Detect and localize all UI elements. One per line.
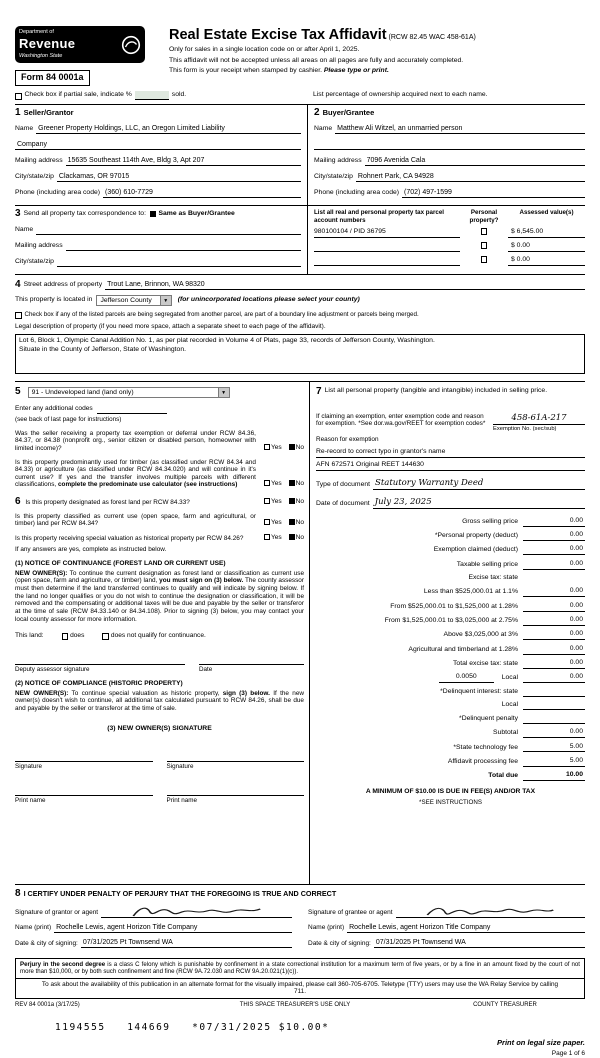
subtotal-value[interactable]: 0.00 xyxy=(523,728,585,738)
type-of-document-field[interactable]: Statutory Warranty Deed xyxy=(373,478,585,490)
date-of-document-field[interactable]: July 23, 2025 xyxy=(373,497,585,509)
predominate-use-no-label: No xyxy=(295,480,304,488)
section-2-number: 2 xyxy=(314,106,320,118)
legal-description-field[interactable] xyxy=(15,334,585,374)
local-tax-label: Local xyxy=(501,674,518,682)
county-note: (for unincorporated locations please select your county) xyxy=(177,296,360,304)
notice-compliance-b: sign (3) below. xyxy=(222,689,270,697)
land-use-column xyxy=(15,382,309,884)
grantor-certification-column xyxy=(15,899,292,948)
exemption-code-field[interactable]: 458-61A-217 xyxy=(493,413,585,425)
deferral-no-label: No xyxy=(295,444,304,451)
personal-property-checkbox-1[interactable] xyxy=(481,228,488,235)
new-owner-signature-title: (3) NEW OWNER(S) SIGNATURE xyxy=(107,724,212,732)
county-treasurer-label: COUNTY TREASURER xyxy=(473,1001,537,1008)
parcel-number-field-2[interactable] xyxy=(314,242,460,252)
current-use-no-label: No xyxy=(295,519,304,527)
historic-property-question: Is this property receiving special valuation as historical property per RCW 84.26? xyxy=(15,534,244,542)
personal-property-list-label: List all personal property (tangible and intangible) included in selling price. xyxy=(324,386,548,394)
seller-title: Seller/Grantor xyxy=(23,107,74,117)
personal-property-deduct-value[interactable]: 0.00 xyxy=(523,531,585,541)
parcel-number-field-1[interactable]: 980100104 / PID 36795 xyxy=(314,228,460,238)
personal-property-deduct-label: *Personal property (deduct) xyxy=(434,532,518,540)
tier1-label: Less than $525,000.01 at 1.1% xyxy=(423,588,518,596)
accessibility-notice: To ask about the availability of this publication in an alternate format for the visually impaired, please call 360-705-6705. Teletype (TTY) users may use the WA Relay Service by calling 711. xyxy=(16,978,584,998)
this-land-label: This land: xyxy=(15,632,44,640)
same-as-buyer-label: Same as Buyer/Grantee xyxy=(158,209,235,217)
delinquent-penalty-label: *Delinquent penalty xyxy=(459,714,518,722)
exemption-claim-note: If claiming an exemption, enter exemption code and reason for exemption. *See dor.wa.gov/REET for exemption codes* xyxy=(316,412,486,428)
parcel-number-header: List all real and personal property tax parcel account numbers xyxy=(314,209,444,224)
street-address-label: Street address of property xyxy=(23,281,103,289)
certification-title: I CERTIFY UNDER PENALTY OF PERJURY THAT THE FOREGOING IS TRUE AND CORRECT xyxy=(23,889,337,899)
gross-selling-price-value[interactable]: 0.00 xyxy=(523,517,585,527)
predominate-use-question xyxy=(15,459,256,489)
forest-yes-checkbox[interactable] xyxy=(264,498,270,504)
buyer-phone-label: Phone (including area code) xyxy=(314,189,400,197)
buyer-city-state-zip-field[interactable]: Rohnert Park, CA 94928 xyxy=(356,172,585,182)
parcel-row-3 xyxy=(314,256,585,266)
buyer-name-field[interactable]: Matthew Ali Witzel, an unmarried person xyxy=(335,124,585,134)
buyer-name-extra-line[interactable] xyxy=(314,140,585,150)
additional-codes-label: Enter any additional codes xyxy=(15,405,93,413)
tier3-value[interactable]: 0.00 xyxy=(523,616,585,626)
seller-name-field-line2[interactable]: Company xyxy=(15,140,301,150)
header-note-3-emphasis: Please type or print. xyxy=(323,67,389,74)
subtotal-label: Subtotal xyxy=(493,729,518,737)
new-owner-signature-label-1: Signature xyxy=(15,762,42,770)
historic-no-checkbox[interactable] xyxy=(289,534,295,540)
current-use-question: Is this property classified as current use (open space, farm and agricultural, or timber) land per RCW 84.34? xyxy=(15,512,256,528)
see-instructions-note: *SEE INSTRUCTIONS xyxy=(419,798,482,806)
notice-continuance-lead: NEW OWNER(S): xyxy=(15,569,68,577)
deputy-assessor-date-label: Date xyxy=(199,665,213,673)
tier3-label: From $1,525,000.01 to $3,025,000 at 2.75% xyxy=(384,617,518,625)
new-owner-print-name-label-1: Print name xyxy=(15,796,46,804)
forest-no-label: No xyxy=(295,498,304,506)
land-use-code-dropdown[interactable] xyxy=(28,387,230,398)
grantor-date-city-label: Date & city of signing: xyxy=(15,939,78,947)
logo-column xyxy=(15,26,165,86)
predominate-use-no-checkbox[interactable] xyxy=(289,480,295,486)
correspondence-address-label: Mailing address xyxy=(15,242,63,250)
forest-land-question-text: Is this property designated as forest land per RCW 84.33? xyxy=(25,498,190,506)
title-line xyxy=(169,26,585,45)
delinquent-interest-local-value[interactable] xyxy=(523,701,585,710)
seller-buyer-band xyxy=(15,104,585,205)
deputy-assessor-signature-label: Deputy assessor signature xyxy=(15,665,90,673)
ownership-percent-note: List percentage of ownership acquired next to each name. xyxy=(313,90,488,98)
dor-seal-icon xyxy=(121,35,141,55)
header-note-3-text: This form is your receipt when stamped by cashier. xyxy=(169,67,322,74)
seller-phone-field[interactable]: (360) 610-7729 xyxy=(103,188,301,198)
same-as-buyer-checkbox[interactable] xyxy=(150,211,157,218)
predominate-use-yes-label: Yes xyxy=(270,480,282,488)
delinquent-interest-state-label: *Delinquent interest: state xyxy=(440,687,518,695)
grantee-signature-icon xyxy=(424,905,557,919)
segregated-parcel-label: Check box if any of the listed parcels are being segregated from another parcel, are part of a boundary line adjustment or parcels being merged. xyxy=(24,311,419,319)
legal-notice-box xyxy=(15,958,585,999)
treasurer-stamp: 1194555 144669 *07/31/2025 $10.00* xyxy=(55,1021,330,1033)
notice-continuance-body xyxy=(15,570,304,624)
new-owner-signature-field-1[interactable] xyxy=(15,750,153,762)
grantee-certification-column xyxy=(308,899,585,948)
form-header xyxy=(15,26,585,86)
county-selected-value: Jefferson County xyxy=(100,297,152,305)
grantor-print-name-label: Name (print) xyxy=(15,924,52,932)
land-does-checkbox[interactable] xyxy=(62,633,69,640)
property-location-band xyxy=(15,274,585,381)
notice-compliance-body xyxy=(15,690,304,713)
perjury-notice xyxy=(16,959,584,978)
current-use-yes-checkbox[interactable] xyxy=(264,519,270,525)
grantee-date-city-field[interactable]: 07/31/2025 Pt Townsend WA xyxy=(374,938,585,948)
perjury-lead: Perjury in the second degree xyxy=(20,960,106,968)
excise-tax-state-header: Excise tax: state xyxy=(468,574,518,582)
treasurer-row xyxy=(15,1002,585,1010)
delinquent-penalty-value[interactable] xyxy=(523,715,585,724)
page-number: Page 1 of 6 xyxy=(551,1049,585,1057)
logo-state-line: Washington State xyxy=(19,52,63,59)
new-owner-signature-field-2[interactable] xyxy=(167,750,305,762)
seller-column xyxy=(15,105,307,205)
land-does-label: does xyxy=(70,632,85,640)
tier4-value[interactable]: 0.00 xyxy=(523,630,585,640)
local-tax-value[interactable]: 0.00 xyxy=(523,673,585,683)
legal-description-label: Legal description of property (if you need more space, attach a separate sheet to each page of the affidavit). xyxy=(15,323,326,331)
exemption-number-label: Exemption No. (sec/sub) xyxy=(493,425,557,432)
correspondence-parcels-band xyxy=(15,205,585,274)
tax-computation-table xyxy=(316,517,585,781)
grantor-signature-field[interactable] xyxy=(101,904,292,918)
assessed-value-header: Assessed value(s) xyxy=(519,209,574,217)
taxable-selling-price-label: Taxable selling price xyxy=(456,560,518,568)
grantee-signature-field[interactable] xyxy=(396,904,585,918)
tier2-label: From $525,000.01 to $1,525,000 at 1.28% xyxy=(390,602,518,610)
assessed-value-field-3[interactable]: $ 0.00 xyxy=(508,256,585,266)
current-use-yes-label: Yes xyxy=(270,519,282,527)
exemption-claimed-label: Exemption claimed (deduct) xyxy=(433,546,518,554)
section-4-number: 4 xyxy=(15,279,21,291)
grantor-date-city-field[interactable]: 07/31/2025 Pt Townsend WA xyxy=(81,938,292,948)
buyer-column xyxy=(307,105,585,205)
affidavit-processing-fee-value[interactable]: 5.00 xyxy=(523,757,585,767)
reason-for-exemption-field-2[interactable]: AFN 672571 Original REET 144630 xyxy=(316,461,585,471)
forest-no-checkbox[interactable] xyxy=(289,498,295,504)
predominate-use-question-text: Is this property predominantly used for timber (as classified under RCW 84.34 and 84.33) or agriculture (as classified under RCW 84.34.020) and will continue in it's current use? If yes and the transfer involves multiple parcels with different classifications, xyxy=(15,458,256,489)
additional-codes-field[interactable] xyxy=(97,404,167,414)
deputy-assessor-signature-field[interactable] xyxy=(15,655,185,665)
type-of-document-label: Type of document xyxy=(316,480,371,488)
print-size-note: Print on legal size paper. xyxy=(497,1038,585,1048)
new-owner-signature-label-2: Signature xyxy=(166,762,194,770)
historic-yes-label: Yes xyxy=(270,533,282,541)
seller-city-state-zip-field[interactable]: Clackamas, OR 97015 xyxy=(57,172,301,182)
parcel-number-field-3[interactable] xyxy=(314,256,460,266)
correspondence-name-field[interactable] xyxy=(36,225,301,235)
total-due-label: Total due xyxy=(488,772,518,780)
buyer-title: Buyer/Grantee xyxy=(322,107,375,117)
buyer-mailing-address-field[interactable]: 7096 Avenida Cala xyxy=(365,156,585,166)
section-3-number: 3 xyxy=(15,208,21,220)
land-does-not-checkbox[interactable] xyxy=(102,633,109,640)
personal-property-checkbox-3[interactable] xyxy=(481,256,488,263)
notice-compliance-title: (2) NOTICE OF COMPLIANCE (HISTORIC PROPERTY) xyxy=(15,680,183,688)
parcel-row-2 xyxy=(314,242,585,252)
logo-dept-line: Department of xyxy=(19,28,54,35)
grantee-date-city-label: Date & city of signing: xyxy=(308,939,371,947)
historic-yes-checkbox[interactable] xyxy=(264,534,270,540)
buyer-mailing-address-label: Mailing address xyxy=(314,157,362,165)
grantee-print-name-label: Name (print) xyxy=(308,924,345,932)
personal-property-header: Personal property? xyxy=(469,209,499,224)
reason-for-exemption-field[interactable]: Re-record to correct typo in grantor's name xyxy=(316,448,585,458)
header-note-3 xyxy=(169,67,585,76)
minimum-due-note: A MINIMUM OF $10.00 IS DUE IN FEE(S) AND/OR TAX xyxy=(365,788,536,795)
taxable-selling-price-value[interactable]: 0.00 xyxy=(523,560,585,570)
notice-compliance-c: If the new owner(s) doesn't wish to continue, all additional tax calculated pursuant to RCW 84.26, shall be due and payable by the seller or transferor at the time of sale. xyxy=(15,689,304,712)
current-use-no-checkbox[interactable] xyxy=(289,519,295,525)
legal-description-line-2: Situate in the County of Jefferson, State of Washington. xyxy=(19,345,187,353)
total-excise-state-label: Total excise tax: state xyxy=(453,660,518,668)
located-in-label: This property is located in xyxy=(15,296,93,304)
buyer-city-state-zip-label: City/state/zip xyxy=(314,173,353,181)
tier2-value[interactable]: 0.00 xyxy=(523,602,585,612)
perjury-body: is a class C felony which is punishable by confinement in a state correctional institution for a maximum term of five years, or by a fine in an amount fixed by the court of not more than $10,000, or by both such confinement and fine (RCW 9A.72.030 and RCW 9A.20.021(1)(c)). xyxy=(20,960,580,976)
section-7-number: 7 xyxy=(316,385,322,397)
delinquent-interest-local-label: Local xyxy=(501,701,518,709)
grantor-print-name-field[interactable]: Rochelle Lewis, agent Horizon Title Company xyxy=(54,923,292,933)
grantor-signature-label: Signature of grantor or agent xyxy=(15,909,99,917)
logo-revenue-line: Revenue xyxy=(19,36,76,52)
seller-phone-label: Phone (including area code) xyxy=(15,189,101,197)
header-note-2: This affidavit will not be accepted unless all areas on all pages are fully and accurately completed. xyxy=(169,56,464,64)
see-back-note: (see back of last page for instructions) xyxy=(15,415,122,423)
notice-continuance-b: you must sign on (3) below. xyxy=(159,577,244,585)
dor-logo xyxy=(15,26,145,63)
partial-sale-percent-field[interactable] xyxy=(135,91,169,100)
tier4-label: Above $3,025,000 at 3% xyxy=(443,631,518,639)
section-1-number: 1 xyxy=(15,106,21,118)
notice-continuance-c: The county assessor must then determine if the land transferred continues to qualify and will indicate by signing below. If the land no longer qualifies or you do not wish to continue the designation or classification, it will be removed and the compensating or additional taxes will be due and payable by the seller or transferor at the time of sale (RCW 84.33.140 or 84.34.108). Prior to signing (3) below, you may contact your local county assessor for more information. xyxy=(15,577,304,623)
deferral-yes-label: Yes xyxy=(270,444,282,451)
section-5-number: 5 xyxy=(15,386,21,398)
agricultural-timberland-value[interactable]: 0.00 xyxy=(523,645,585,655)
title-column xyxy=(165,26,585,86)
land-qualify-row xyxy=(15,632,304,641)
grantee-signature-label: Signature of grantee or agent xyxy=(308,909,393,917)
exemption-claimed-value[interactable]: 0.00 xyxy=(523,545,585,555)
form-number: Form 84 0001a xyxy=(15,70,90,86)
forest-land-question xyxy=(15,497,256,507)
revision-number: REV 84 0001a (3/17/25) xyxy=(15,1001,80,1008)
parcel-row-1 xyxy=(314,228,585,238)
segregated-parcel-checkbox[interactable] xyxy=(15,312,22,319)
notice-compliance-lead: NEW OWNER(S): xyxy=(15,689,69,697)
correspondence-label: Send all property tax correspondence to: xyxy=(23,209,146,217)
notice-continuance-a: To continue the current designation as forest land or classification as current use (open space, farm and agriculture, or timber) land, xyxy=(15,569,305,585)
section-6-number: 6 xyxy=(15,495,21,507)
land-does-not-label: does not qualify for continuance. xyxy=(110,632,206,640)
predominate-use-question-bold: complete the predominate use calculator (see instructions) xyxy=(57,481,238,489)
if-yes-note: If any answers are yes, complete as instructed below. xyxy=(15,546,167,554)
local-rate-field[interactable]: 0.0050 xyxy=(439,673,494,683)
county-dropdown[interactable] xyxy=(96,295,171,306)
correspondence-name-label: Name xyxy=(15,226,34,234)
seller-name-label: Name xyxy=(15,124,34,132)
tax-correspondence-column xyxy=(15,206,307,274)
forest-yes-label: Yes xyxy=(270,498,282,506)
new-owner-print-name-field-2[interactable] xyxy=(167,784,305,796)
agricultural-timberland-label: Agricultural and timberland at 1.28% xyxy=(408,645,518,653)
deferral-question: Was the seller receiving a property tax exemption or deferral under RCW 84.36, 84.37, or 84.38 (nonprofit org., senior citizen or disabled person, homeowner with limited income)? xyxy=(15,429,256,453)
total-excise-state-value[interactable]: 0.00 xyxy=(523,659,585,669)
new-owner-print-name-label-2: Print name xyxy=(166,796,197,804)
deferral-no-checkbox[interactable] xyxy=(289,444,295,450)
section-8-number: 8 xyxy=(15,887,21,899)
notice-compliance-a: To continue special valuation as historic property, xyxy=(68,689,223,697)
total-due-value[interactable]: 10.00 xyxy=(523,771,585,781)
deputy-assessor-date-field[interactable] xyxy=(199,655,304,665)
predominate-use-yes-checkbox[interactable] xyxy=(264,480,270,486)
buyer-phone-field[interactable]: (702) 497-1599 xyxy=(402,188,585,198)
seller-mailing-address-label: Mailing address xyxy=(15,157,63,165)
tax-column xyxy=(309,382,585,884)
dor-logo-text xyxy=(19,29,121,60)
chevron-down-icon[interactable]: ▼ xyxy=(160,296,171,305)
seller-mailing-address-field[interactable]: 15635 Southeast 114th Ave, Bldg 3, Apt 207 xyxy=(66,156,301,166)
legal-description-line-1: Lot 6, Block 1, Olympic Canal Addition No. 1, as per plat recorded in Volume 4 of Plats, page 33, records of Jefferson County, Washington. xyxy=(19,336,435,344)
tier1-value[interactable]: 0.00 xyxy=(523,587,585,597)
grantor-signature-icon xyxy=(130,905,264,919)
use-and-tax-band xyxy=(15,381,585,884)
page-title: Real Estate Excise Tax Affidavit xyxy=(169,27,387,43)
assessed-value-field-2[interactable]: $ 0.00 xyxy=(508,242,585,252)
correspondence-csz-label: City/state/zip xyxy=(15,258,54,266)
treasurer-space-label: THIS SPACE TREASURER'S USE ONLY xyxy=(239,1001,351,1008)
personal-property-checkbox-2[interactable] xyxy=(481,242,488,249)
buyer-name-label: Name xyxy=(314,124,333,132)
date-of-document-label: Date of document xyxy=(316,499,370,507)
rcw-reference: (RCW 82.45 WAC 458-61A) xyxy=(388,34,476,41)
chevron-down-icon[interactable]: ▼ xyxy=(218,388,229,397)
land-use-code-value: 91 - Undeveloped land (land only) xyxy=(31,388,134,396)
notice-continuance-title: (1) NOTICE OF CONTINUANCE (FOREST LAND OR CURRENT USE) xyxy=(15,559,226,567)
new-owner-print-name-field-1[interactable] xyxy=(15,784,153,796)
correspondence-csz-field[interactable] xyxy=(57,257,301,267)
parcel-table xyxy=(307,206,585,274)
header-note-1: Only for sales in a single location code on or after April 1, 2025. xyxy=(169,46,360,54)
historic-no-label: No xyxy=(295,533,304,541)
assessed-value-field-1[interactable]: $ 6,545.00 xyxy=(508,228,585,238)
seller-city-state-zip-label: City/state/zip xyxy=(15,173,54,181)
grantee-print-name-field[interactable]: Rochelle Lewis, agent Horizon Title Company xyxy=(347,923,585,933)
partial-sale-checkbox[interactable] xyxy=(15,93,22,100)
deferral-yes-checkbox[interactable] xyxy=(264,444,270,450)
correspondence-address-field[interactable] xyxy=(66,241,301,251)
partial-sale-sold-label: sold. xyxy=(171,90,187,98)
partial-sale-row xyxy=(15,91,585,100)
seller-name-field[interactable]: Greener Property Holdings, LLC, an Oregon Limited Liability xyxy=(36,124,301,134)
street-address-field[interactable]: Trout Lane, Brinnon, WA 98320 xyxy=(105,280,585,290)
state-technology-fee-value[interactable]: 5.00 xyxy=(523,743,585,753)
reason-for-exemption-label: Reason for exemption xyxy=(316,436,379,444)
partial-sale-label: Check box if partial sale, indicate % xyxy=(24,90,132,98)
certification-band xyxy=(15,884,585,953)
gross-selling-price-label: Gross selling price xyxy=(462,517,518,525)
delinquent-interest-state-value[interactable] xyxy=(523,688,585,697)
state-technology-fee-label: *State technology fee xyxy=(453,743,518,751)
affidavit-processing-fee-label: Affidavit processing fee xyxy=(447,757,518,765)
